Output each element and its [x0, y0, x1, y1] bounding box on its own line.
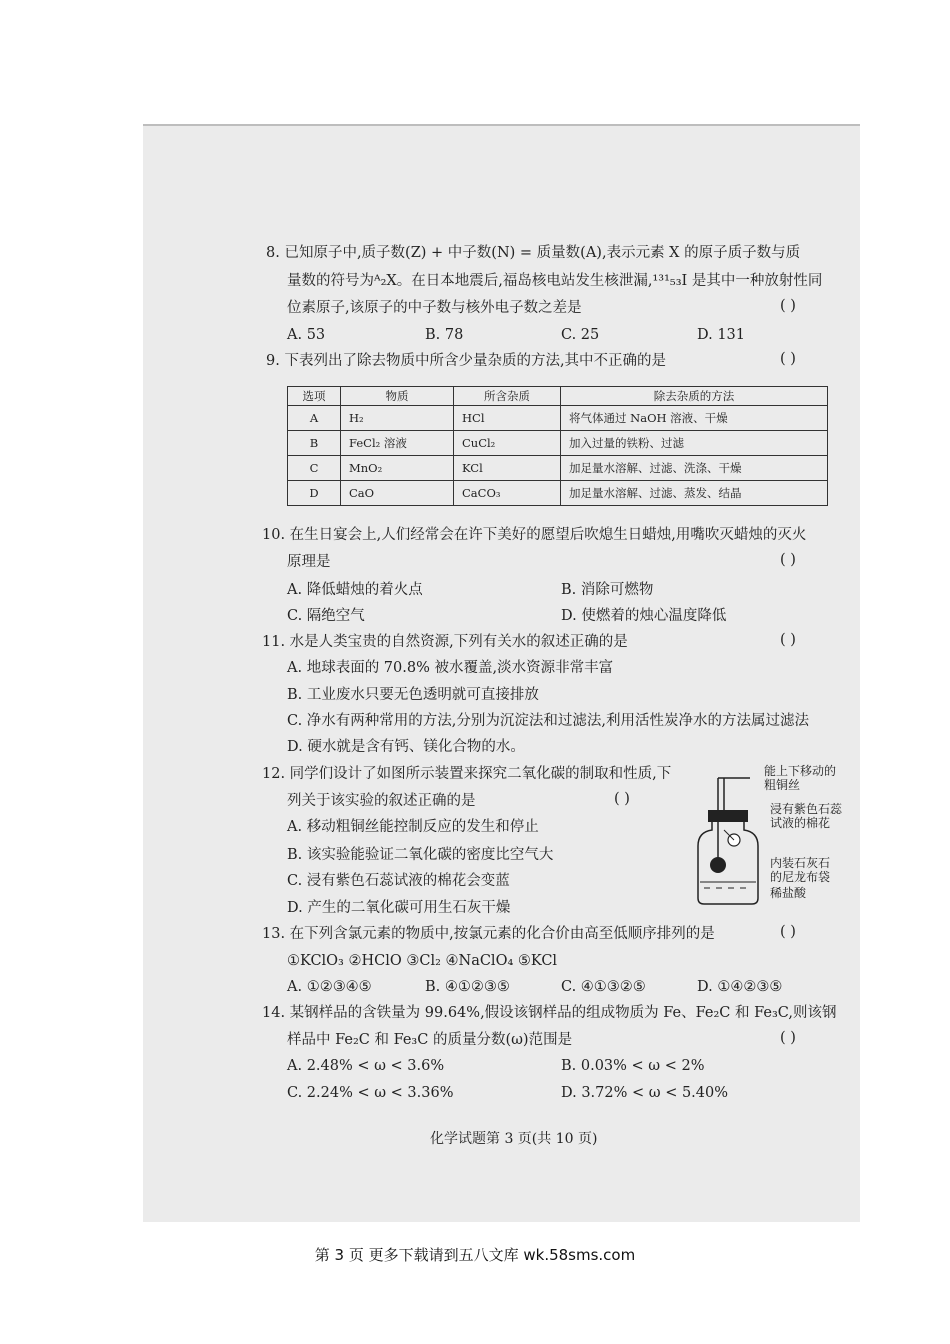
- q12-answer-paren: ( ): [614, 791, 630, 807]
- q14-answer-paren: ( ): [780, 1030, 796, 1046]
- fig-label-line: 的尼龙布袋: [770, 870, 831, 884]
- fig-label-nylon-bag: [770, 856, 830, 884]
- co2-apparatus-diagram: [690, 770, 770, 910]
- q11-option-c: C. 净水有两种常用的方法,分别为沉淀法和过滤法,利用活性炭净水的方法属过滤法: [287, 713, 810, 729]
- table-header-row: [288, 387, 828, 406]
- table-cell: HCl: [454, 406, 561, 431]
- fig-label-line: 试液的棉花: [770, 816, 831, 830]
- q8-option-c: C. 25: [561, 327, 600, 343]
- q8-line2: 量数的符号为ᴬ₂X。在日本地震后,福岛核电站发生核泄漏,¹³¹₅₃I 是其中一种放射性同: [287, 273, 823, 289]
- q13-option-c: C. ④①③②⑤: [561, 979, 646, 995]
- q8-line3: 位素原子,该原子的中子数与核外电子数之差是: [287, 300, 582, 316]
- table-cell: CuCl₂: [454, 431, 561, 456]
- q13-option-b: B. ④①②③⑤: [425, 979, 510, 995]
- page-number: 化学试题第 3 页(共 10 页): [430, 1131, 598, 1147]
- q12-option-a: A. 移动粗铜丝能控制反应的发生和停止: [287, 819, 539, 835]
- table-row: [288, 431, 828, 456]
- table-cell: D: [288, 481, 341, 506]
- table-row: [288, 481, 828, 506]
- q8-option-a: A. 53: [287, 327, 326, 343]
- q8-option-b: B. 78: [425, 327, 464, 343]
- q11-answer-paren: ( ): [780, 632, 796, 648]
- fig-label-cotton: [770, 802, 842, 830]
- table-row: [288, 406, 828, 431]
- q12-line1: 12. 同学们设计了如图所示装置来探究二氧化碳的制取和性质,下: [262, 766, 672, 782]
- q10-option-b: B. 消除可燃物: [561, 582, 654, 598]
- fig-label-acid: 稀盐酸: [770, 886, 807, 900]
- q8-line1: 8. 已知原子中,质子数(Z) + 中子数(N) = 质量数(A),表示元素 X 的原子质子数与质: [266, 245, 801, 261]
- q10-option-d: D. 使燃着的烛心温度降低: [561, 608, 727, 624]
- table-cell: A: [288, 406, 341, 431]
- q13-line1: 13. 在下列含氯元素的物质中,按氯元素的化合价由高至低顺序排列的是: [262, 926, 715, 942]
- fig-label-line: 粗铜丝: [764, 778, 801, 792]
- q12-option-d: D. 产生的二氧化碳可用生石灰干燥: [287, 900, 511, 916]
- q9-options-table: [287, 386, 828, 506]
- q8-answer-paren: ( ): [780, 298, 796, 314]
- table-cell: FeCl₂ 溶液: [341, 431, 454, 456]
- table-cell: CaCO₃: [454, 481, 561, 506]
- table-row: [288, 456, 828, 481]
- table-header-cell: 除去杂质的方法: [561, 387, 828, 406]
- q11-option-b: B. 工业废水只要无色透明就可直接排放: [287, 687, 539, 703]
- table-header-cell: 物质: [341, 387, 454, 406]
- q10-option-a: A. 降低蜡烛的着火点: [287, 582, 423, 598]
- table-cell: 加足量水溶解、过滤、蒸发、结晶: [561, 481, 828, 506]
- q11-option-d: D. 硬水就是含有钙、镁化合物的水。: [287, 739, 525, 755]
- q9-line1: 9. 下表列出了除去物质中所含少量杂质的方法,其中不正确的是: [266, 353, 667, 369]
- table-cell: 加入过量的铁粉、过滤: [561, 431, 828, 456]
- table-header-cell: 所含杂质: [454, 387, 561, 406]
- q11-option-a: A. 地球表面的 70.8% 被水覆盖,淡水资源非常丰富: [287, 660, 614, 676]
- q12-line2: 列关于该实验的叙述正确的是: [287, 793, 476, 809]
- q14-option-c: C. 2.24% < ω < 3.36%: [287, 1085, 454, 1101]
- fig-label-line: 内装石灰石: [770, 856, 831, 870]
- download-footer: 第 3 页 更多下载请到五八文库 wk.58sms.com: [314, 1246, 636, 1264]
- q13-option-d: D. ①④②③⑤: [697, 979, 783, 995]
- q12-option-b: B. 该实验能验证二氧化碳的密度比空气大: [287, 847, 554, 863]
- q10-line2: 原理是: [287, 554, 331, 570]
- q13-answer-paren: ( ): [780, 924, 796, 940]
- fig-label-line: 能上下移动的: [764, 764, 837, 778]
- table-cell: H₂: [341, 406, 454, 431]
- table-cell: B: [288, 431, 341, 456]
- q10-answer-paren: ( ): [780, 552, 796, 568]
- q14-line2: 样品中 Fe₂C 和 Fe₃C 的质量分数(ω)范围是: [287, 1032, 573, 1048]
- q10-option-c: C. 隔绝空气: [287, 608, 365, 624]
- q11-line1: 11. 水是人类宝贵的自然资源,下列有关水的叙述正确的是: [262, 634, 628, 650]
- q12-option-c: C. 浸有紫色石蕊试液的棉花会变蓝: [287, 873, 510, 889]
- table-cell: KCl: [454, 456, 561, 481]
- q9-answer-paren: ( ): [780, 351, 796, 367]
- fig-label-line: 浸有紫色石蕊: [770, 802, 843, 816]
- fig-label-copper-wire: [764, 764, 836, 792]
- q14-option-d: D. 3.72% < ω < 5.40%: [561, 1085, 729, 1101]
- q10-line1: 10. 在生日宴会上,人们经常会在许下美好的愿望后吹熄生日蜡烛,用嘴吹灭蜡烛的灭火: [262, 527, 807, 543]
- q13-option-a: A. ①②③④⑤: [287, 979, 372, 995]
- q13-items: ①KClO₃ ②HClO ③Cl₂ ④NaClO₄ ⑤KCl: [287, 953, 558, 969]
- table-cell: 将气体通过 NaOH 溶液、干燥: [561, 406, 828, 431]
- table-cell: C: [288, 456, 341, 481]
- table-cell: CaO: [341, 481, 454, 506]
- q14-option-b: B. 0.03% < ω < 2%: [561, 1058, 705, 1074]
- q14-line1: 14. 某钢样品的含铁量为 99.64%,假设该钢样品的组成物质为 Fe、Fe₂C 和 Fe₃C,则该钢: [262, 1005, 837, 1021]
- table-header-cell: 选项: [288, 387, 341, 406]
- q8-option-d: D. 131: [697, 327, 746, 343]
- q14-option-a: A. 2.48% < ω < 3.6%: [287, 1058, 445, 1074]
- table-cell: 加足量水溶解、过滤、洗涤、干燥: [561, 456, 828, 481]
- table-cell: MnO₂: [341, 456, 454, 481]
